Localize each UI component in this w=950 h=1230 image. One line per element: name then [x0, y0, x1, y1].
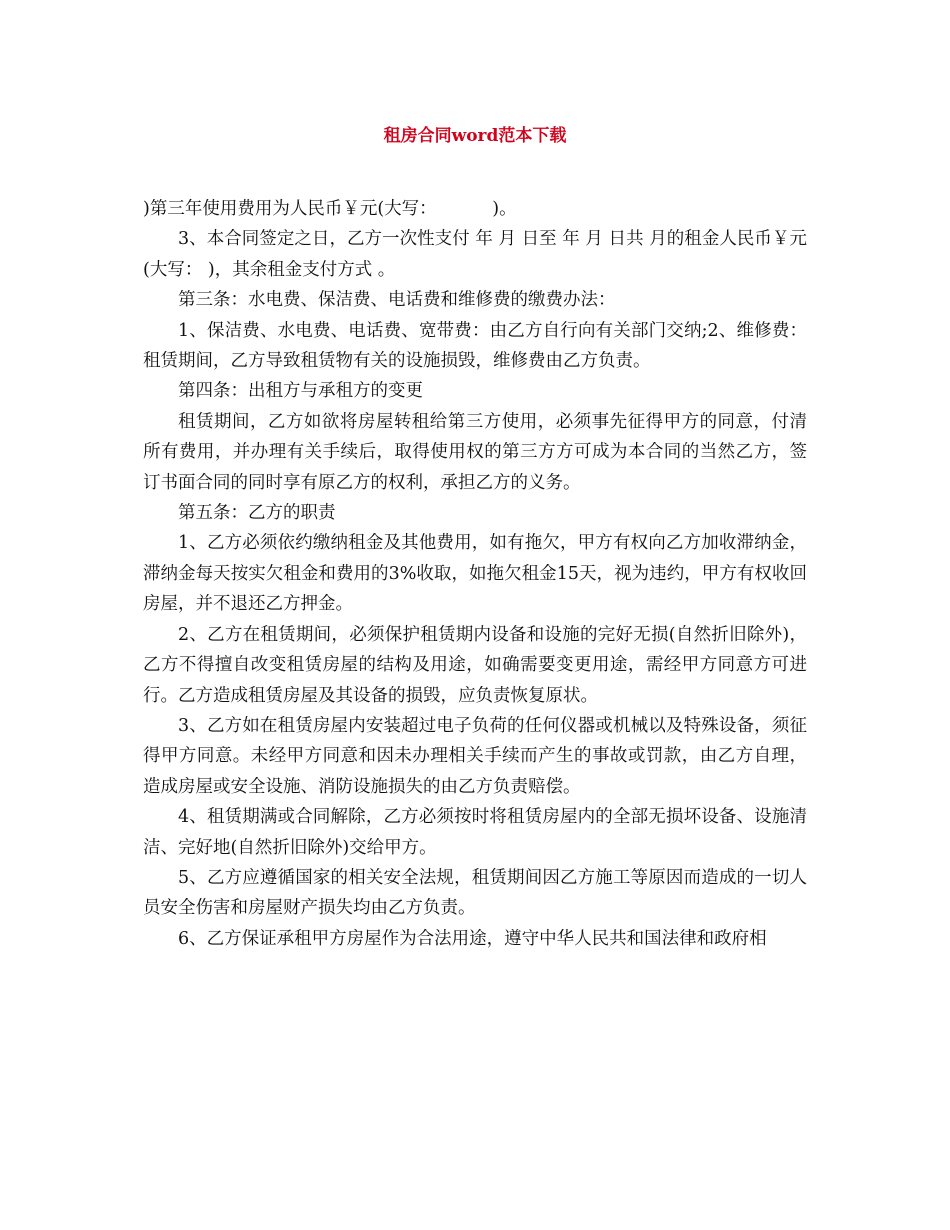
paragraph-article-5-item-6: 6、乙方保证承租甲方房屋作为合法用途，遵守中华人民共和国法律和政府相: [178, 928, 767, 949]
document-body: [143, 194, 807, 954]
article-3-heading: 第三条：水电费、保洁费、电话费和维修费的缴费办法：: [178, 290, 616, 311]
article-5-heading: 第五条：乙方的职责: [178, 503, 336, 524]
paragraph-article-5-item-5: 5、乙方应遵循国家的相关安全法规，租赁期间因乙方施工等原因而造成的一切人员安全伤害和房屋财产损失均由乙方负责。: [143, 867, 807, 919]
paragraph-article-3-items: 1、保洁费、水电费、电话费、宽带费：由乙方自行向有关部门交纳;2、维修费：租赁期间，乙方导致租赁物有关的设施损毁，维修费由乙方负责。: [143, 320, 807, 372]
paragraph-article-4-body: 租赁期间，乙方如欲将房屋转租给第三方使用，必须事先征得甲方的同意，付清所有费用，并办理有关手续后，取得使用权的第三方方可成为本合同的当然乙方，签订书面合同的同时享有原乙方的权利，承担乙方的义务。: [143, 411, 807, 493]
article-4-heading: 第四条：出租方与承租方的变更: [178, 381, 423, 402]
paragraph-clause-2-item-3: 3、本合同签定之日，乙方一次性支付 年 月 日至 年 月 日共 月的租金人民币￥元(大写： )，其余租金支付方式 。: [143, 229, 807, 280]
paragraph-article-5-item-4: 4、租赁期满或合同解除，乙方必须按时将租赁房屋内的全部无损坏设备、设施清洁、完好地(自然折旧除外)交给甲方。: [143, 807, 807, 858]
paragraph-article-5-item-2: 2、乙方在租赁期间，必须保护租赁期内设备和设施的完好无损(自然折旧除外)，乙方不得擅自改变租赁房屋的结构及用途，如确需要变更用途，需经甲方同意方可进行。乙方造成租赁房屋及其设备的损毁，应负责恢复原状。: [143, 624, 807, 706]
paragraph-continuation-third-year-fee: )第三年使用费用为人民币￥元(大写： )。: [143, 199, 517, 219]
paragraph-article-5-item-3: 3、乙方如在租赁房屋内安装超过电子负荷的任何仪器或机械以及特殊设备，须征得甲方同意。未经甲方同意和因未办理相关手续而产生的事故或罚款，由乙方自理，造成房屋或安全设施、消防设施损失的由乙方负责赔偿。: [143, 715, 807, 797]
document-title: 租房合同word范本下载: [383, 126, 567, 146]
paragraph-article-5-item-1: 1、乙方必须依约缴纳租金及其他费用，如有拖欠，甲方有权向乙方加收滞纳金，滞纳金每天按实欠租金和费用的3%收取，如拖欠租金15天，视为违约，甲方有权收回房屋，并不退还乙方押金。: [143, 533, 807, 615]
